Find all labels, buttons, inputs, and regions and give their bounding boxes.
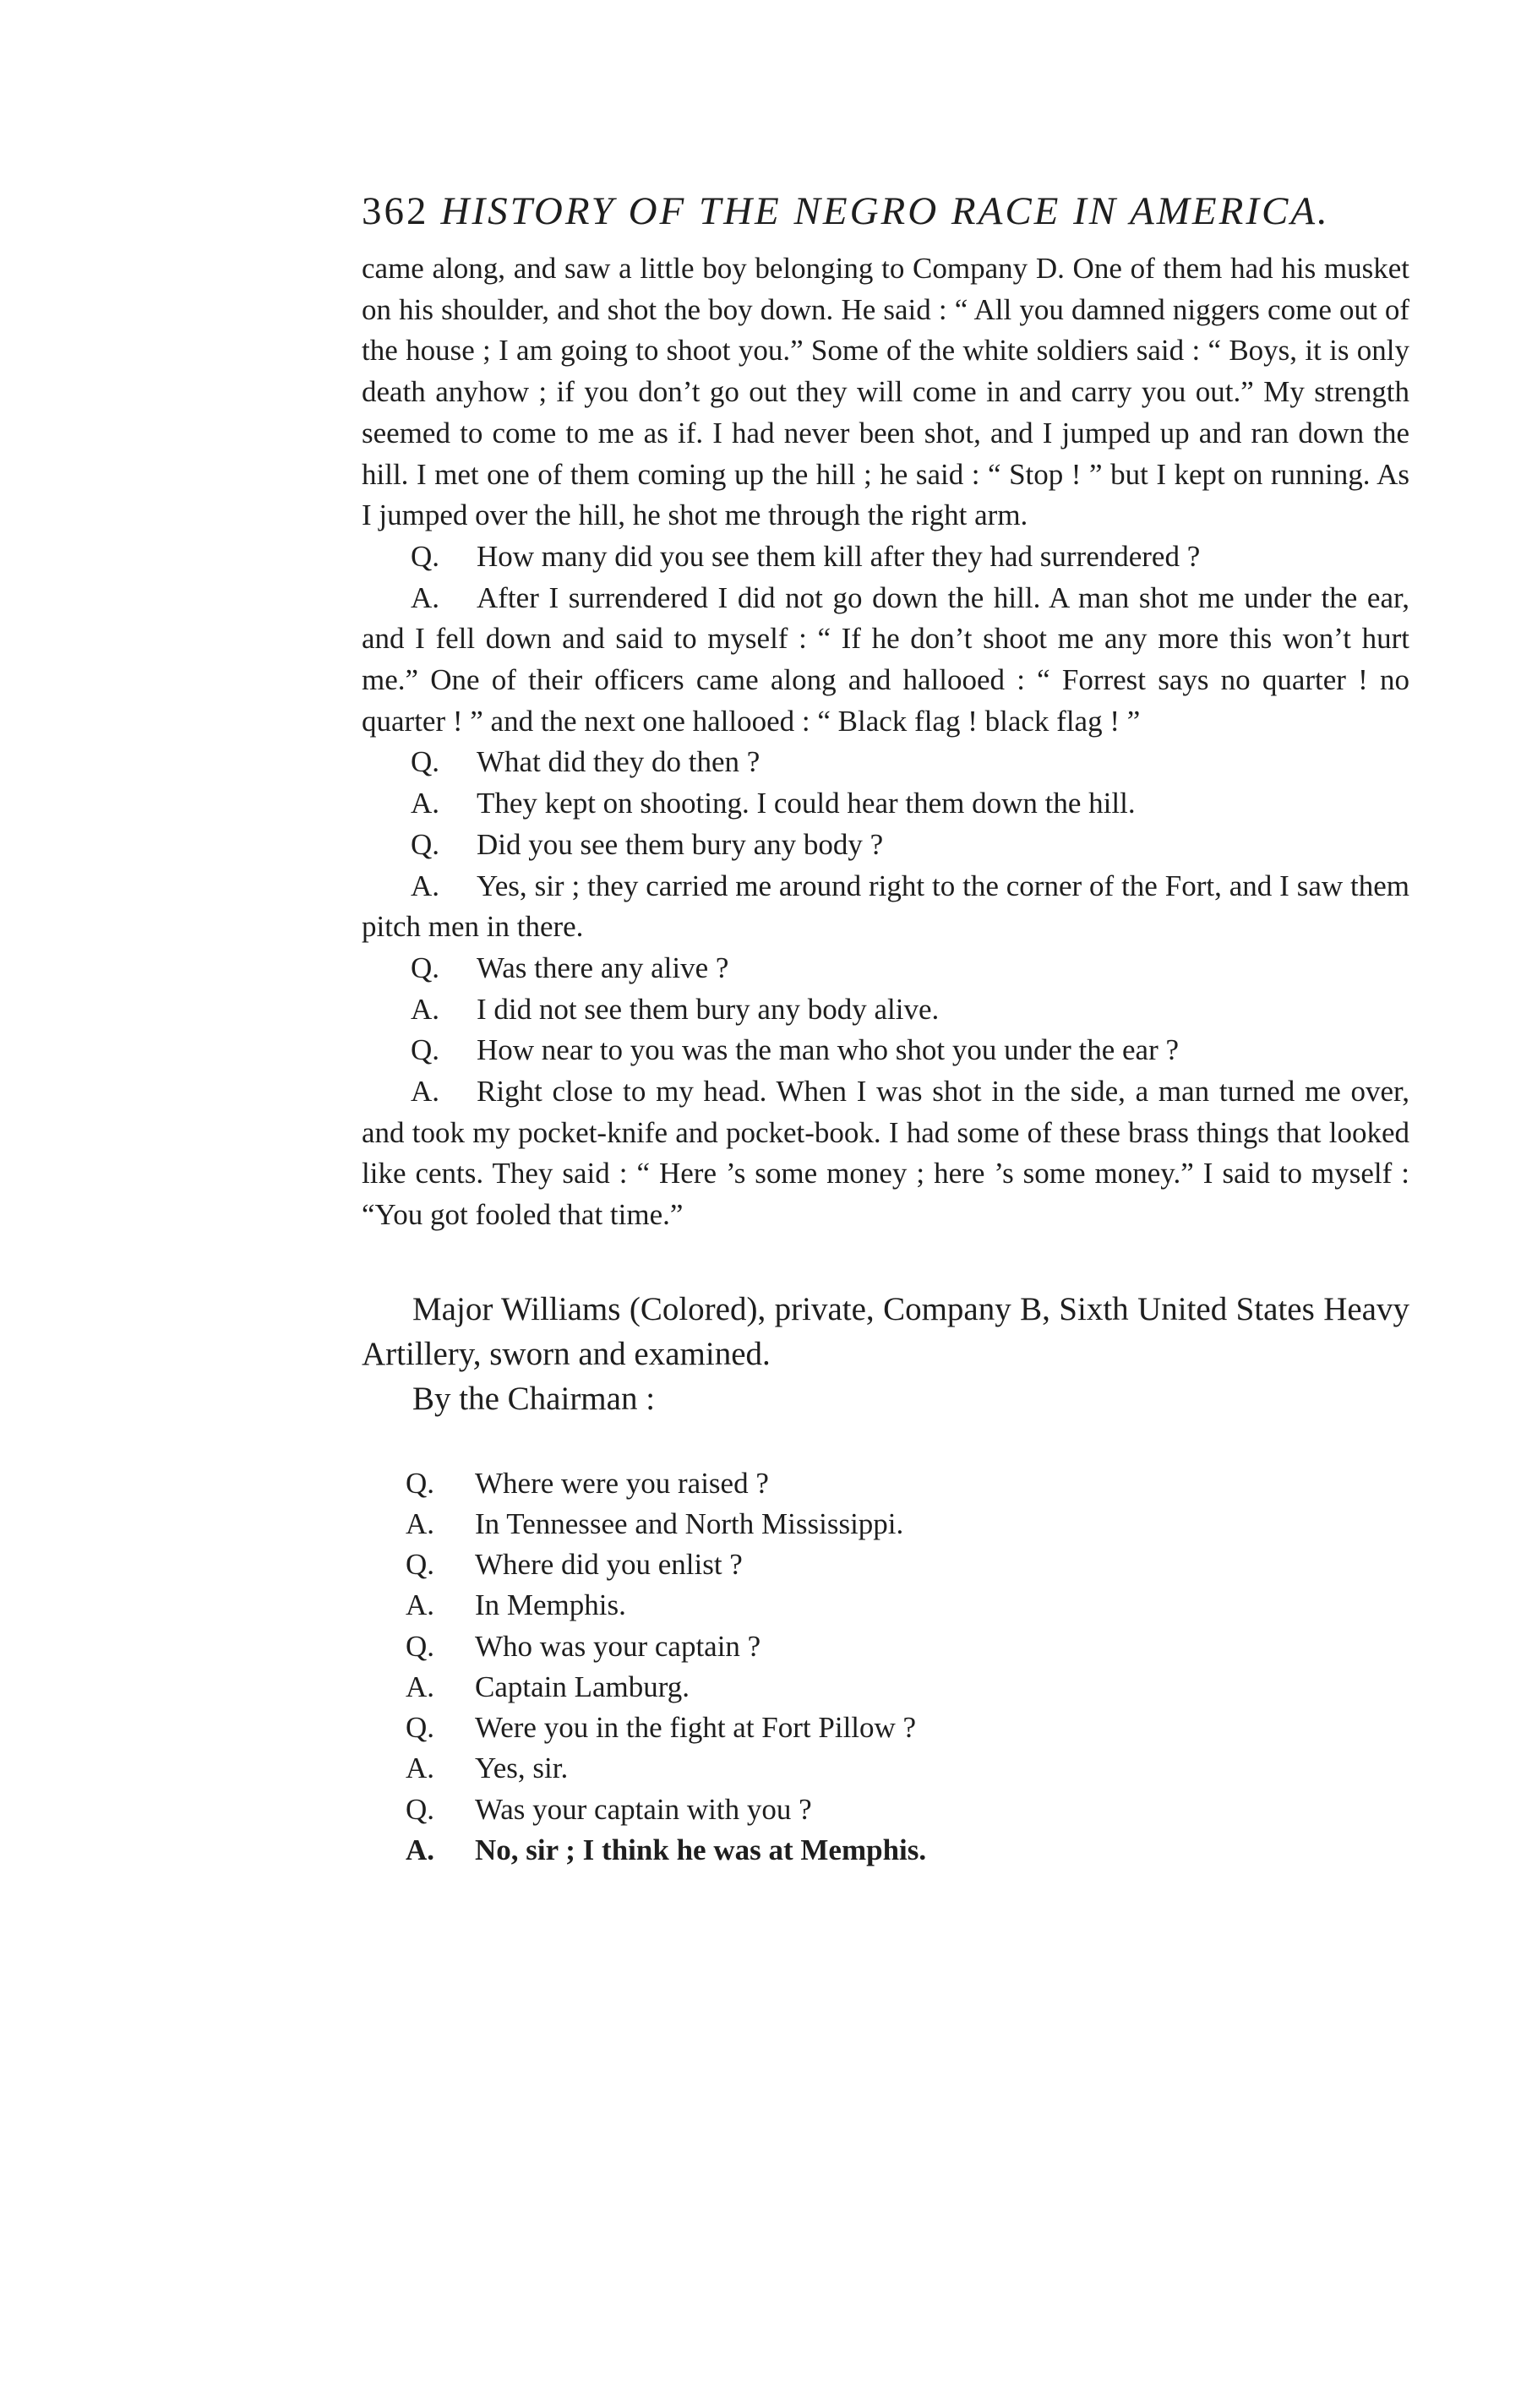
- qa-label: A.: [411, 787, 440, 820]
- qa-text: Was there any alive ?: [477, 951, 729, 984]
- exam-label: Q.: [406, 1711, 435, 1745]
- book-page: [362, 186, 1409, 1871]
- qa-label: A.: [411, 1075, 440, 1109]
- qa-text: Right close to my head. When I was shot in the side, a man turned me over, and took my pocket-knife and pocket-book. I had some of these brass things that looked like cents. They said : “ Here ’s some money ; here ’s some money.” I said to myself : “You got fooled that time.”: [362, 1075, 1409, 1232]
- exam-label: A.: [406, 1588, 435, 1622]
- qa-label: Q.: [411, 1033, 440, 1067]
- qa-line: [362, 1030, 1409, 1071]
- qa-text: How near to you was the man who shot you under the ear ?: [477, 1033, 1180, 1067]
- qa-text: They kept on shooting. I could hear them down the hill.: [477, 787, 1136, 820]
- exam-label: Q.: [406, 1548, 435, 1582]
- qa-label: Q.: [411, 539, 440, 573]
- exam-line: [362, 1790, 1409, 1830]
- exam-line: [362, 1708, 1409, 1748]
- exam-text: In Tennessee and North Mississippi.: [475, 1507, 904, 1541]
- exam-line: [362, 1585, 1409, 1626]
- examination-list: [362, 1463, 1409, 1871]
- qa-label: A.: [411, 992, 440, 1026]
- exam-line: [362, 1667, 1409, 1708]
- running-head: [362, 186, 1409, 237]
- exam-text: Captain Lamburg.: [475, 1670, 690, 1703]
- qa-line: [362, 742, 1409, 783]
- qa-label: A.: [411, 869, 440, 902]
- testimony-qa: [362, 537, 1409, 1236]
- qa-label: Q.: [411, 745, 440, 779]
- qa-label: A.: [411, 580, 440, 614]
- exam-label: A.: [406, 1833, 435, 1866]
- running-title: HISTORY OF THE NEGRO RACE IN AMERICA.: [440, 189, 1330, 233]
- exam-line: [362, 1504, 1409, 1544]
- qa-text: After I surrendered I did not go down the hill. A man shot me under the ear, and I fell down and said to myself : “ If he don’t shoot me any more this won’t hurt me.” One of their officers came along and hallooed : “ Forrest says no quarter ! no quarter ! ” and the next one hallooed : “ Black flag ! black flag ! ”: [362, 580, 1409, 738]
- qa-line: [362, 783, 1409, 825]
- qa-text: What did they do then ?: [477, 745, 760, 779]
- exam-text: In Memphis.: [475, 1588, 626, 1622]
- exam-text: Yes, sir.: [475, 1752, 569, 1785]
- qa-line: [362, 825, 1409, 866]
- qa-line: [362, 948, 1409, 989]
- qa-line: [362, 537, 1409, 578]
- qa-line: [362, 578, 1409, 743]
- exam-text: No, sir ; I think he was at Memphis.: [475, 1833, 927, 1866]
- exam-label: Q.: [406, 1466, 435, 1500]
- witness-intro: Major Williams (Colored), private, Company B, Sixth United States Heavy Artillery, sworn and examined.: [362, 1290, 1409, 1372]
- exam-line: [362, 1830, 1409, 1871]
- exam-label: A.: [406, 1507, 435, 1541]
- exam-text: Where did you enlist ?: [475, 1548, 743, 1582]
- exam-line: [362, 1544, 1409, 1585]
- qa-text: How many did you see them kill after they had surrendered ?: [477, 539, 1201, 573]
- qa-text: Did you see them bury any body ?: [477, 827, 884, 861]
- qa-line: [362, 866, 1409, 948]
- exam-text: Was your captain with you ?: [475, 1792, 812, 1826]
- section-break: [362, 1236, 1409, 1287]
- exam-label: A.: [406, 1752, 435, 1785]
- exam-line: [362, 1626, 1409, 1667]
- qa-line: [362, 1071, 1409, 1236]
- examiner-line: By the Chairman :: [412, 1380, 656, 1417]
- page-number: 362: [362, 189, 429, 233]
- qa-label: Q.: [411, 827, 440, 861]
- testimony-paragraph: came along, and saw a little boy belonging to Company D. One of them had his musket on his shoulder, and shot the boy down. He said : “ All you damned niggers come out of the house ; I am going to shoot you.” Some of the white soldiers said : “ Boys, it is only death anyhow ; if you don’t go out they will come in and carry you out.” My strength seemed to come to me as if. I had never been shot, and I jumped up and ran down the hill. I met one of them coming up the hill ; he said : “ Stop ! ” but I kept on running. As I jumped over the hill, he shot me through the right arm.: [362, 252, 1409, 532]
- qa-text: I did not see them bury any body alive.: [477, 992, 940, 1026]
- qa-label: Q.: [411, 951, 440, 984]
- qa-text: Yes, sir ; they carried me around right to the corner of the Fort, and I saw them pitch men in there.: [362, 869, 1409, 944]
- exam-text: Who was your captain ?: [475, 1629, 761, 1663]
- exam-text: Where were you raised ?: [475, 1466, 769, 1500]
- qa-line: [362, 989, 1409, 1031]
- exam-label: Q.: [406, 1792, 435, 1826]
- exam-label: A.: [406, 1670, 435, 1703]
- exam-text: Were you in the fight at Fort Pillow ?: [475, 1711, 917, 1745]
- exam-line: [362, 1463, 1409, 1504]
- exam-label: Q.: [406, 1629, 435, 1663]
- exam-line: [362, 1748, 1409, 1789]
